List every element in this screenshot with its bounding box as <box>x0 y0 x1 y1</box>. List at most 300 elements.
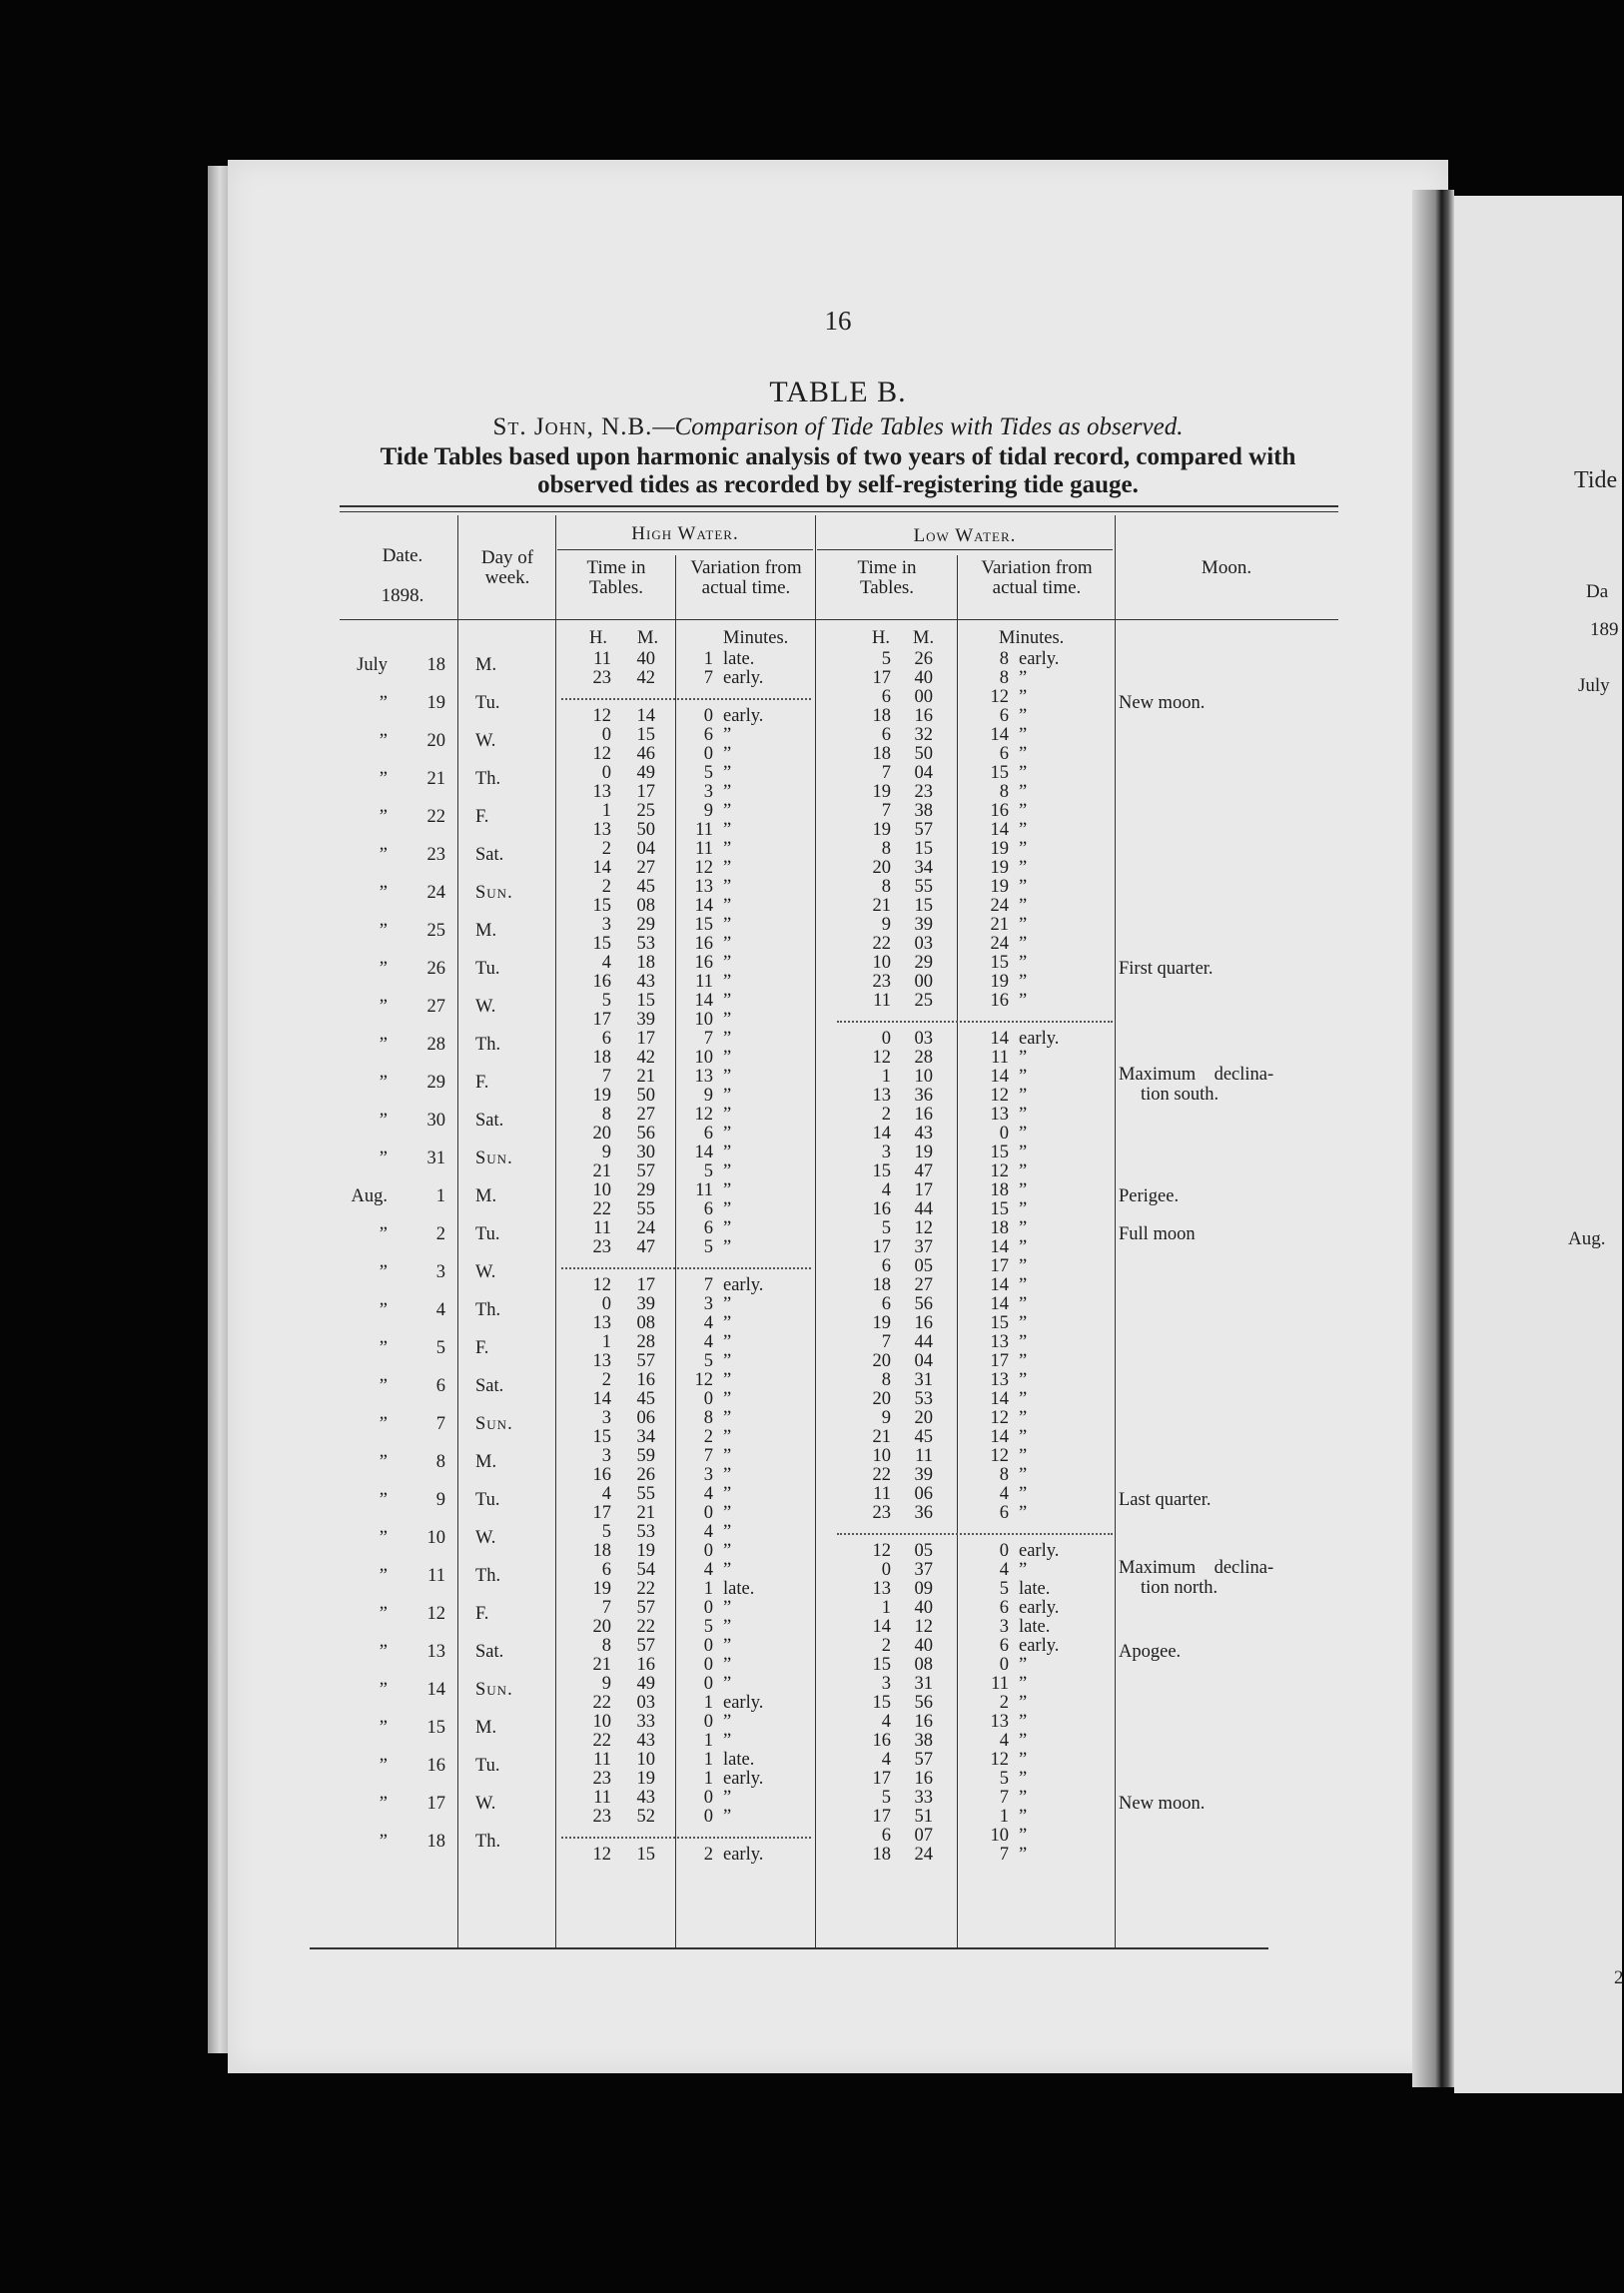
low_water-minute: 56 <box>914 1693 933 1713</box>
low_water-variation: 15 <box>990 1313 1009 1333</box>
high_water-minute: 42 <box>636 1048 655 1068</box>
low_water-hour: 0 <box>881 1029 891 1049</box>
low_water-hour: 6 <box>881 1826 891 1846</box>
high_water-variation: 11 <box>695 839 713 859</box>
header-bottom-rule <box>340 619 1338 620</box>
low_water-hour: 1 <box>881 1598 891 1618</box>
low_water-hour: 18 <box>872 706 891 726</box>
high_water-early-late: ” <box>723 877 732 897</box>
low_water-variation: 6 <box>999 1503 1009 1523</box>
high_water-variation: 0 <box>703 1598 713 1618</box>
low_water-early-late: ” <box>1019 953 1028 973</box>
high_water-early-late: ” <box>723 1427 732 1447</box>
date-month: Aug. <box>351 1186 388 1206</box>
low_water-hour: 22 <box>872 934 891 954</box>
high_water-early-late: late. <box>723 649 755 669</box>
header-day-1: Day of <box>480 547 534 568</box>
low_water-minute: 17 <box>914 1180 933 1200</box>
date-day: 11 <box>427 1566 445 1586</box>
low_water-minute: 31 <box>914 1674 933 1694</box>
high_water-minute: 30 <box>636 1143 655 1162</box>
low_water-early-late: ” <box>1019 1351 1028 1371</box>
high_water-minute: 50 <box>636 820 655 840</box>
high_water-hour: 3 <box>601 1408 611 1428</box>
low_water-variation: 8 <box>999 649 1009 669</box>
day-of-week: Tu. <box>475 1224 500 1244</box>
low_water-hour: 6 <box>881 687 891 707</box>
high_water-minute: 15 <box>636 991 655 1011</box>
low_water-early-late: ” <box>1019 1048 1028 1068</box>
low_water-hour: 18 <box>872 1275 891 1295</box>
low_water-hour: 7 <box>881 801 891 821</box>
low_water-early-late: late. <box>1019 1617 1051 1637</box>
low_water-variation: 10 <box>990 1826 1009 1846</box>
high_water-minute: 39 <box>636 1010 655 1030</box>
low_water-minute: 31 <box>914 1370 933 1390</box>
low_water-variation: 8 <box>999 668 1009 688</box>
high_water-minute: 21 <box>636 1067 655 1087</box>
date-day: 15 <box>426 1718 445 1738</box>
low_water-variation: 8 <box>999 1465 1009 1485</box>
high_water-minute: 24 <box>636 1218 655 1238</box>
low_water-minute: 11 <box>915 1446 933 1466</box>
high_water-early-late: late. <box>723 1750 755 1770</box>
high_water-early-late: early. <box>723 1845 764 1865</box>
low_water-minute: 43 <box>914 1124 933 1144</box>
low_water-hour: 10 <box>872 953 891 973</box>
low_water-variation: 0 <box>999 1655 1009 1675</box>
high_water-early-late: early. <box>723 1769 764 1789</box>
high_water-variation: 11 <box>695 1180 713 1200</box>
low_water-early-late: ” <box>1019 991 1028 1011</box>
low_water-minute: 38 <box>914 1731 933 1751</box>
high_water-minute: 59 <box>636 1446 655 1466</box>
high_water-variation: 0 <box>703 1788 713 1808</box>
low_water-minute: 44 <box>914 1332 933 1352</box>
high_water-early-late: ” <box>723 896 732 916</box>
high_water-hour: 18 <box>592 1048 611 1068</box>
low_water-hour: 19 <box>872 782 891 802</box>
high_water-minute: 55 <box>636 1484 655 1504</box>
low_water-hour: 12 <box>872 1048 891 1068</box>
date-month: ” <box>379 769 388 789</box>
high_water-variation: 6 <box>703 1218 713 1238</box>
low_water-variation: 14 <box>990 1067 1009 1087</box>
date-month: ” <box>379 1680 388 1700</box>
header-hw-time-2: Tables. <box>588 577 644 598</box>
low_water-early-late: ” <box>1019 763 1028 783</box>
low_water-early-late: ” <box>1019 1674 1028 1694</box>
high_water-hour: 0 <box>601 763 611 783</box>
high_water-early-late: ” <box>723 1598 732 1618</box>
date-day: 25 <box>426 921 445 941</box>
moon-note: First quarter. <box>1119 959 1214 979</box>
day-of-week: Tu. <box>475 1756 500 1776</box>
high_water-early-late: ” <box>723 1408 732 1428</box>
low_water-minute: 23 <box>914 782 933 802</box>
high_water-early-late: ” <box>723 1541 732 1561</box>
low_water-hour: 7 <box>881 763 891 783</box>
high_water-minute: 45 <box>636 1389 655 1409</box>
day-of-week: M. <box>475 921 497 941</box>
unit-hw-h: H. <box>589 628 607 648</box>
date-day: 3 <box>435 1262 445 1282</box>
low_water-hour: 23 <box>872 1503 891 1523</box>
high_water-minute: 27 <box>636 858 655 878</box>
low_water-minute: 34 <box>914 858 933 878</box>
low_water-early-late: ” <box>1019 1427 1028 1447</box>
date-month: ” <box>379 883 388 903</box>
date-month: ” <box>379 1148 388 1168</box>
high_water-hour: 11 <box>593 1788 611 1808</box>
low_water-early-late: early. <box>1019 649 1060 669</box>
high_water-variation: 4 <box>703 1560 713 1580</box>
high_water-minute: 17 <box>636 782 655 802</box>
high_water-early-late: ” <box>723 1370 732 1390</box>
high_water-minute: 50 <box>636 1086 655 1106</box>
high_water-hour: 16 <box>592 1465 611 1485</box>
date-month: July <box>357 655 388 675</box>
high_water-hour: 11 <box>593 649 611 669</box>
low_water-early-late: ” <box>1019 1465 1028 1485</box>
high_water-variation: 6 <box>703 1199 713 1219</box>
high_water-hour: 3 <box>601 1446 611 1466</box>
high_water-hour: 9 <box>601 1143 611 1162</box>
low_water-variation: 15 <box>990 953 1009 973</box>
low_water-early-late: ” <box>1019 839 1028 859</box>
low_water-variation: 12 <box>990 1086 1009 1106</box>
low_water-variation: 12 <box>990 1446 1009 1466</box>
high_water-hour: 17 <box>592 1010 611 1030</box>
high_water-early-late: ” <box>723 1446 732 1466</box>
low_water-hour: 12 <box>872 1541 891 1561</box>
binding-gutter <box>1412 190 1454 2087</box>
divider-day <box>555 515 556 1947</box>
high_water-minute: 42 <box>636 668 655 688</box>
next-page-header-2: 189 <box>1590 619 1619 640</box>
high_water-minute: 16 <box>636 1655 655 1675</box>
high_water-hour: 19 <box>592 1579 611 1599</box>
low_water-early-late: ” <box>1019 1294 1028 1314</box>
low_water-minute: 25 <box>914 991 933 1011</box>
low_water-hour: 17 <box>872 668 891 688</box>
high_water-minute: 15 <box>636 725 655 745</box>
date-month: ” <box>379 845 388 865</box>
low_water-early-late: ” <box>1019 1731 1028 1751</box>
high_water-variation: 6 <box>703 1124 713 1144</box>
high_water-variation: 1 <box>703 1693 713 1713</box>
high_water-minute: 57 <box>636 1351 655 1371</box>
day-of-week: Sat. <box>475 845 504 865</box>
header-lw-time-2: Tables. <box>859 577 915 598</box>
high_water-minute: 43 <box>636 1731 655 1751</box>
low_water-minute: 08 <box>914 1655 933 1675</box>
high_water-early-late: ” <box>723 744 732 764</box>
low_water-variation: 18 <box>990 1180 1009 1200</box>
low_water-variation: 24 <box>990 934 1009 954</box>
high_water-minute: 57 <box>636 1598 655 1618</box>
high_water-hour: 21 <box>592 1655 611 1675</box>
day-of-week: W. <box>475 731 496 751</box>
date-day: 8 <box>435 1452 445 1472</box>
date-month: ” <box>379 1262 388 1282</box>
high_water-minute: 28 <box>636 1332 655 1352</box>
high_water-variation: 9 <box>703 801 713 821</box>
date-month: ” <box>379 1376 388 1396</box>
high_water-variation: 0 <box>703 1674 713 1694</box>
low_water-variation: 14 <box>990 1237 1009 1257</box>
low_water-hour: 6 <box>881 1294 891 1314</box>
day-of-week: M. <box>475 655 497 675</box>
date-day: 12 <box>426 1604 445 1624</box>
high_water-variation: 13 <box>694 877 713 897</box>
low_water-minute: 33 <box>914 1788 933 1808</box>
date-day: 31 <box>426 1148 445 1168</box>
low_water-variation: 19 <box>990 858 1009 878</box>
low_water-variation: 24 <box>990 896 1009 916</box>
high_water-variation: 2 <box>703 1845 713 1865</box>
high_water-minute: 57 <box>636 1636 655 1656</box>
low_water-hour: 22 <box>872 1465 891 1485</box>
date-day: 30 <box>426 1111 445 1131</box>
low_water-early-late: ” <box>1019 1275 1028 1295</box>
date-month: ” <box>379 997 388 1017</box>
low_water-variation: 12 <box>990 1408 1009 1428</box>
high_water-early-late: ” <box>723 1655 732 1675</box>
day-of-week: Sun. <box>475 1680 513 1700</box>
page-number: 16 <box>824 306 852 336</box>
low_water-variation: 0 <box>999 1124 1009 1144</box>
low_water-variation: 14 <box>990 725 1009 745</box>
high_water-early-late: ” <box>723 1332 732 1352</box>
high_water-minute: 46 <box>636 744 655 764</box>
high_water-early-late: early. <box>723 1693 764 1713</box>
document-page <box>228 160 1448 2073</box>
high_water-hour: 23 <box>592 1769 611 1789</box>
low_water-variation: 4 <box>999 1484 1009 1504</box>
low_water-minute: 53 <box>914 1389 933 1409</box>
moon-note: New moon. <box>1119 693 1206 713</box>
low_water-early-late: ” <box>1019 1256 1028 1276</box>
low_water-minute: 26 <box>914 649 933 669</box>
divider-lw <box>1115 515 1116 1947</box>
high_water-variation: 0 <box>703 1655 713 1675</box>
date-day: 2 <box>435 1224 445 1244</box>
low_water-hour: 18 <box>872 1845 891 1865</box>
day-of-week: Tu. <box>475 1490 500 1510</box>
low_water-hour: 0 <box>881 1560 891 1580</box>
high_water-hour: 7 <box>601 1598 611 1618</box>
low_water-minute: 10 <box>914 1067 933 1087</box>
low_water-early-late: ” <box>1019 1180 1028 1200</box>
low_water-hour: 1 <box>881 1067 891 1087</box>
low_water-hour: 2 <box>881 1636 891 1656</box>
high_water-hour: 15 <box>592 1427 611 1447</box>
low_water-early-late: ” <box>1019 1086 1028 1106</box>
header-lw-var-2: actual time. <box>992 577 1082 598</box>
high_water-early-late: ” <box>723 801 732 821</box>
low_water-minute: 29 <box>914 953 933 973</box>
low_water-hour: 3 <box>881 1143 891 1162</box>
low_water-hour: 5 <box>881 1788 891 1808</box>
low_water-variation: 16 <box>990 801 1009 821</box>
low_water-hour: 17 <box>872 1237 891 1257</box>
low_water-minute: 03 <box>914 934 933 954</box>
high_water-variation: 14 <box>694 1143 713 1162</box>
low_water-variation: 11 <box>991 1048 1009 1068</box>
date-day: 13 <box>426 1642 445 1662</box>
high_water-early-late: late. <box>723 1579 755 1599</box>
low_water-early-late: early. <box>1019 1541 1060 1561</box>
high_water-hour: 20 <box>592 1617 611 1637</box>
dot-leader <box>561 1267 811 1269</box>
high_water-early-late: ” <box>723 839 732 859</box>
day-of-week: W. <box>475 1794 496 1814</box>
moon-note: tion south. <box>1141 1085 1219 1105</box>
low_water-early-late: ” <box>1019 896 1028 916</box>
low_water-hour: 3 <box>881 1674 891 1694</box>
date-month: ” <box>379 1604 388 1624</box>
high_water-minute: 10 <box>636 1750 655 1770</box>
low_water-early-late: ” <box>1019 1161 1028 1181</box>
low_water-variation: 14 <box>990 1029 1009 1049</box>
header-day-2: week. <box>484 567 530 588</box>
header-hw-time-1: Time in <box>586 557 646 578</box>
high_water-variation: 3 <box>703 1465 713 1485</box>
low_water-hour: 4 <box>881 1180 891 1200</box>
high_water-hour: 2 <box>601 839 611 859</box>
high_water-hour: 17 <box>592 1503 611 1523</box>
date-day: 1 <box>435 1186 445 1206</box>
low_water-variation: 7 <box>999 1845 1009 1865</box>
unit-hw-m: M. <box>637 628 659 648</box>
high_water-variation: 5 <box>703 1161 713 1181</box>
day-of-week: Th. <box>475 1300 501 1320</box>
date-day: 7 <box>435 1414 445 1434</box>
date-month: ” <box>379 1528 388 1548</box>
header-year: 1898. <box>381 585 424 606</box>
low_water-minute: 00 <box>914 687 933 707</box>
low_water-variation: 4 <box>999 1560 1009 1580</box>
high_water-hour: 23 <box>592 1807 611 1827</box>
high_water-variation: 8 <box>703 1408 713 1428</box>
low_water-hour: 4 <box>881 1750 891 1770</box>
low_water-hour: 5 <box>881 649 891 669</box>
high_water-variation: 11 <box>695 972 713 992</box>
low_water-variation: 18 <box>990 1218 1009 1238</box>
low_water-minute: 19 <box>914 1143 933 1162</box>
low_water-hour: 9 <box>881 915 891 935</box>
low_water-hour: 20 <box>872 1389 891 1409</box>
high_water-minute: 08 <box>636 896 655 916</box>
high_water-early-late: ” <box>723 1465 732 1485</box>
high_water-early-late: ” <box>723 1351 732 1371</box>
low_water-early-late: ” <box>1019 1105 1028 1125</box>
high_water-variation: 0 <box>703 1389 713 1409</box>
high_water-hour: 2 <box>601 877 611 897</box>
low_water-variation: 13 <box>990 1332 1009 1352</box>
high_water-variation: 1 <box>703 1731 713 1751</box>
high_water-hour: 0 <box>601 1294 611 1314</box>
low_water-early-late: early. <box>1019 1636 1060 1656</box>
low_water-minute: 27 <box>914 1275 933 1295</box>
header-hw-var-2: actual time. <box>701 577 791 598</box>
high_water-minute: 18 <box>636 953 655 973</box>
moon-note: Full moon <box>1119 1224 1196 1244</box>
dot-leader <box>837 1533 1113 1535</box>
date-month: ” <box>379 1414 388 1434</box>
date-day: 26 <box>426 959 445 979</box>
low_water-early-late: ” <box>1019 1332 1028 1352</box>
high_water-variation: 12 <box>694 858 713 878</box>
high_water-variation: 5 <box>703 1351 713 1371</box>
high_water-early-late: ” <box>723 1010 732 1030</box>
high_water-early-late: ” <box>723 1617 732 1637</box>
dot-leader <box>561 1837 811 1839</box>
low_water-early-late: ” <box>1019 1370 1028 1390</box>
date-day: 27 <box>426 997 445 1017</box>
low_water-variation: 13 <box>990 1712 1009 1732</box>
low_water-early-late: ” <box>1019 1124 1028 1144</box>
high_water-minute: 04 <box>636 839 655 859</box>
high_water-hour: 14 <box>592 858 611 878</box>
low_water-minute: 40 <box>914 668 933 688</box>
low_water-minute: 39 <box>914 915 933 935</box>
high_water-hour: 5 <box>601 991 611 1011</box>
subtitle-place: St. John, N.B. <box>492 413 653 440</box>
high_water-variation: 3 <box>703 782 713 802</box>
low_water-variation: 2 <box>999 1693 1009 1713</box>
header-date: Date. <box>382 545 423 566</box>
low_water-minute: 16 <box>914 1712 933 1732</box>
low_water-hour: 13 <box>872 1086 891 1106</box>
high_water-minute: 57 <box>636 1161 655 1181</box>
low_water-early-late: ” <box>1019 1769 1028 1789</box>
high_water-variation: 4 <box>703 1313 713 1333</box>
high_water-variation: 6 <box>703 725 713 745</box>
low_water-hour: 15 <box>872 1161 891 1181</box>
day-of-week: Th. <box>475 769 501 789</box>
high_water-early-late: ” <box>723 763 732 783</box>
high_water-early-late: ” <box>723 915 732 935</box>
high_water-variation: 0 <box>703 1807 713 1827</box>
high_water-hour: 21 <box>592 1161 611 1181</box>
high_water-minute: 16 <box>636 1370 655 1390</box>
date-day: 6 <box>435 1376 445 1396</box>
low_water-variation: 6 <box>999 744 1009 764</box>
date-day: 4 <box>435 1300 445 1320</box>
low_water-minute: 12 <box>914 1617 933 1637</box>
low_water-variation: 19 <box>990 877 1009 897</box>
high_water-minute: 26 <box>636 1465 655 1485</box>
low_water-variation: 11 <box>991 1674 1009 1694</box>
high_water-hour: 16 <box>592 972 611 992</box>
low_water-variation: 6 <box>999 706 1009 726</box>
low_water-hour: 8 <box>881 1370 891 1390</box>
high_water-variation: 16 <box>694 934 713 954</box>
date-month: ” <box>379 1224 388 1244</box>
high_water-early-late: ” <box>723 1503 732 1523</box>
top-rule <box>340 505 1338 507</box>
high_water-minute: 39 <box>636 1294 655 1314</box>
low_water-hour: 21 <box>872 1427 891 1447</box>
day-of-week: Sun. <box>475 883 513 903</box>
moon-note: Last quarter. <box>1119 1490 1212 1510</box>
low_water-minute: 15 <box>914 839 933 859</box>
low_water-minute: 15 <box>914 896 933 916</box>
low_water-hour: 4 <box>881 1712 891 1732</box>
header-hw-var-1: Variation from <box>690 557 802 578</box>
